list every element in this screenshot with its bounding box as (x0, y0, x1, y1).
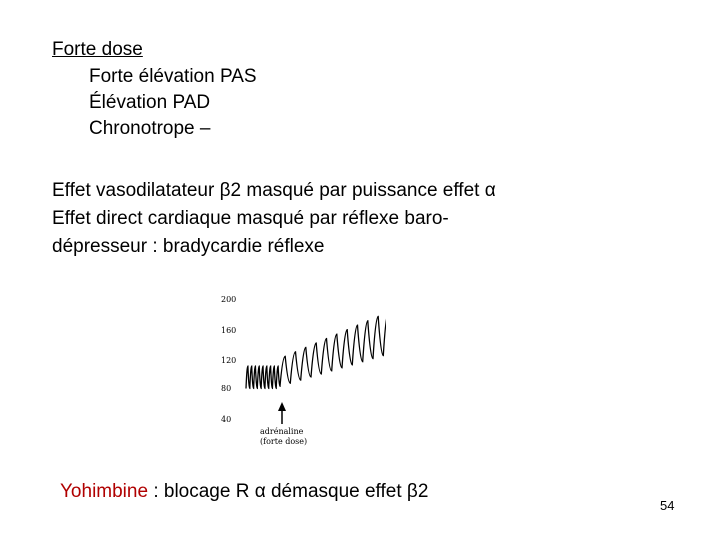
paragraph-line-3: dépresseur : bradycardie réflexe (52, 236, 325, 257)
explanation-paragraph (52, 177, 672, 261)
yohimbine-statement (60, 481, 428, 503)
blood-pressure-figure (216, 290, 386, 450)
page-number: 54 (660, 498, 675, 513)
bullet-pas: Forte élévation PAS (89, 66, 257, 87)
y-tick-80: 80 (221, 384, 232, 393)
figure-caption-drug: adrénaline (260, 427, 304, 436)
slide-heading: Forte dose (52, 39, 143, 60)
bp-trace-line (246, 308, 386, 389)
paragraph-line-1: Effet vasodilatateur β2 masqué par puissance effet α (52, 180, 496, 201)
y-tick-200: 200 (221, 295, 237, 304)
effects-list (89, 64, 257, 142)
bp-chart (216, 290, 386, 450)
drug-name: Yohimbine (60, 481, 149, 502)
figure-caption-dose: (forte dose) (260, 437, 308, 446)
paragraph-line-2: Effet direct cardiaque masqué par réflexe baro- (52, 208, 449, 229)
y-tick-120: 120 (221, 356, 237, 365)
injection-arrow-head (278, 402, 286, 411)
bullet-chronotrope: Chronotrope – (89, 118, 211, 139)
statement-rest: : blocage R α démasque effet β2 (148, 481, 429, 502)
y-tick-160: 160 (221, 326, 237, 335)
y-tick-40: 40 (221, 415, 232, 424)
bullet-pad: Élévation PAD (89, 92, 211, 113)
